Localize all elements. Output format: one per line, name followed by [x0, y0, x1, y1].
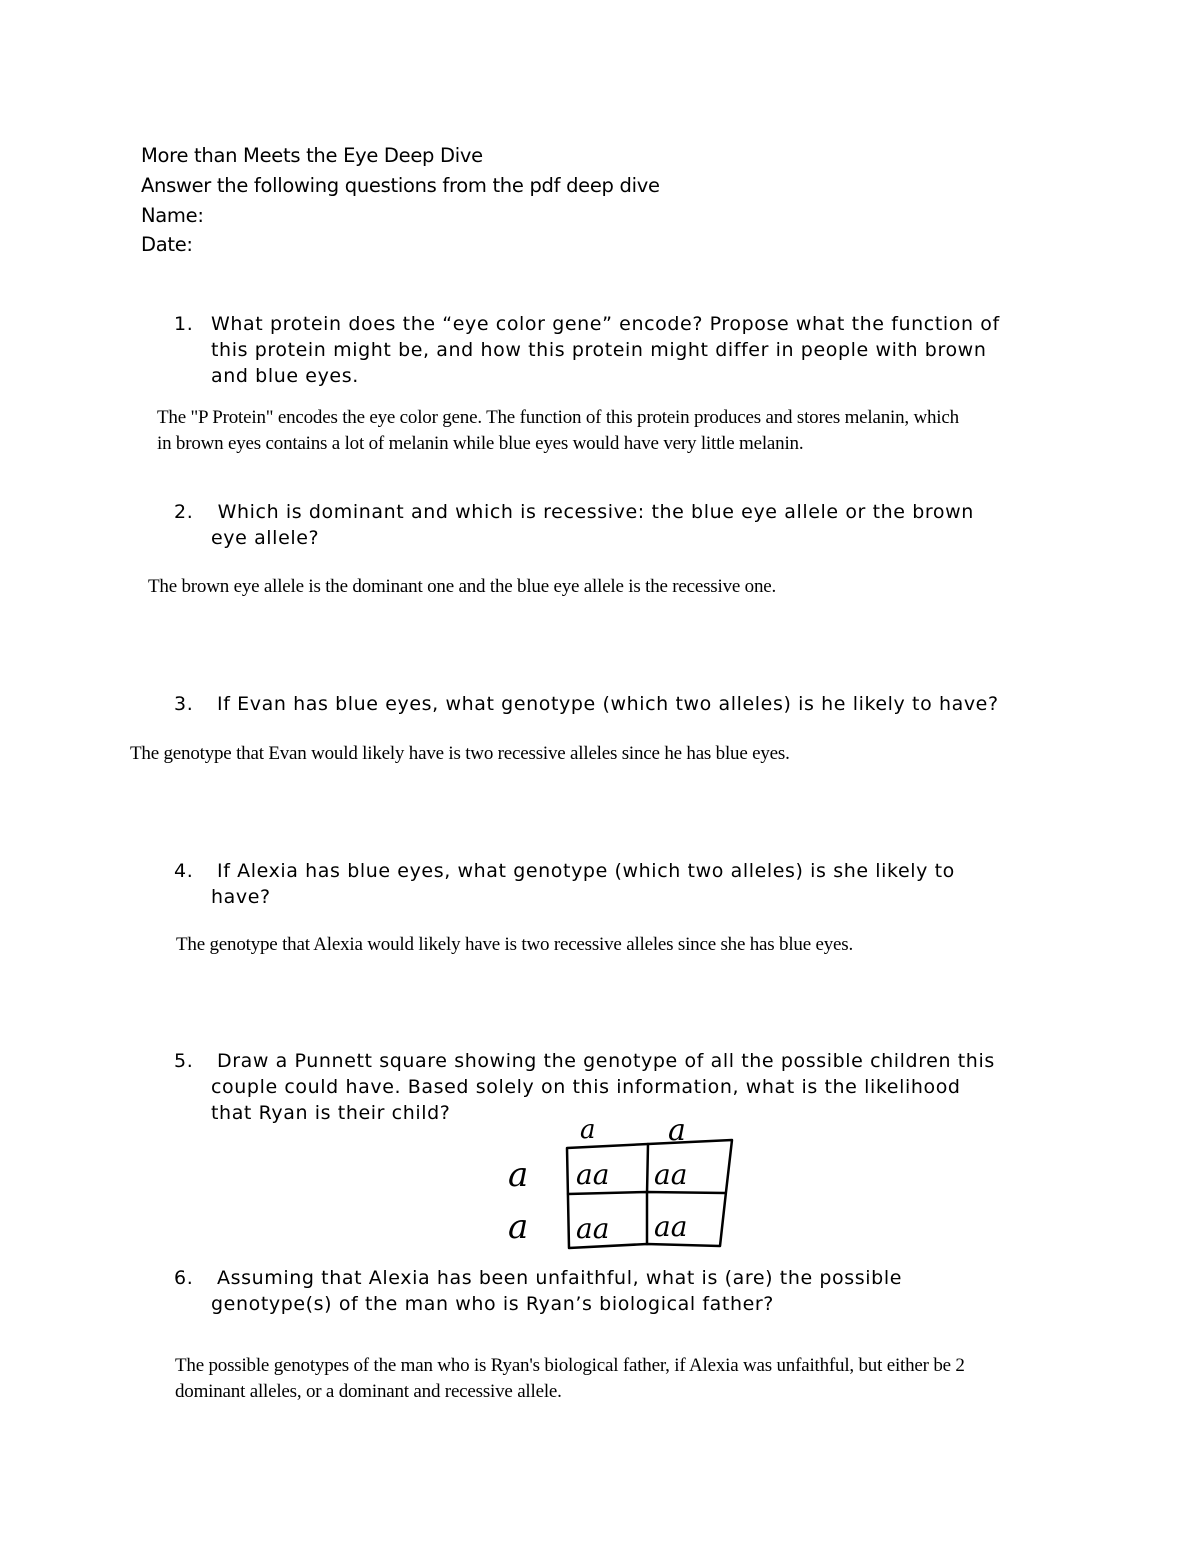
question-number: 5.: [174, 1050, 194, 1072]
document-title: More than Meets the Eye Deep Dive: [141, 144, 483, 167]
answer-line: The "P Protein" encodes the eye color gene. The function of this protein produces and stores melanin, which: [157, 407, 959, 428]
answer-6: [175, 1353, 965, 1405]
question-line: eye allele?: [211, 527, 320, 549]
punnett-cell: aa: [576, 1212, 610, 1245]
punnett-cell: aa: [576, 1158, 610, 1191]
question-number: 1.: [174, 313, 194, 335]
punnett-cell: aa: [654, 1158, 688, 1191]
question-4: [174, 858, 955, 910]
question-2: [174, 499, 974, 551]
answer-4: [176, 932, 853, 958]
answer-3: [130, 741, 790, 767]
question-line: this protein might be, and how this protein might differ in people with brown: [211, 339, 987, 361]
answer-line: in brown eyes contains a lot of melanin while blue eyes would have very little melanin.: [157, 433, 804, 454]
question-line: What protein does the “eye color gene” encode? Propose what the function of: [211, 313, 1000, 335]
side-allele-2: a: [508, 1207, 529, 1247]
answer-1: [157, 405, 959, 457]
question-number: 2.: [174, 501, 194, 523]
answer-line: The genotype that Evan would likely have is two recessive alleles since he has blue eyes.: [130, 743, 790, 764]
question-line: and blue eyes.: [211, 365, 359, 387]
answer-line: The possible genotypes of the man who is Ryan's biological father, if Alexia was unfaithful, but either be 2: [175, 1355, 965, 1376]
question-line: Which is dominant and which is recessive: the blue eye allele or the brown: [211, 501, 974, 523]
question-line: Draw a Punnett square showing the genotype of all the possible children this: [217, 1050, 995, 1072]
answer-line: dominant alleles, or a dominant and recessive allele.: [175, 1381, 562, 1402]
instructions: Answer the following questions from the pdf deep dive: [141, 174, 660, 197]
question-number: 6.: [174, 1267, 194, 1289]
question-line: Assuming that Alexia has been unfaithful, what is (are) the possible: [217, 1267, 902, 1289]
question-line: couple could have. Based solely on this information, what is the likelihood: [211, 1076, 961, 1098]
top-allele-1: a: [580, 1115, 596, 1145]
question-line: have?: [211, 886, 271, 908]
question-line: that Ryan is their child?: [211, 1102, 451, 1124]
question-line: genotype(s) of the man who is Ryan’s biological father?: [211, 1293, 774, 1315]
question-1: [174, 311, 1000, 389]
answer-line: The brown eye allele is the dominant one and the blue eye allele is the recessive one.: [148, 576, 777, 597]
side-allele-1: a: [508, 1155, 529, 1195]
question-line: If Alexia has blue eyes, what genotype (which two alleles) is she likely to: [217, 860, 955, 882]
question-6: [174, 1265, 902, 1317]
question-3: [174, 691, 999, 717]
answer-2: [148, 574, 776, 600]
punnett-square: [500, 1110, 760, 1255]
question-number: 4.: [174, 860, 194, 882]
punnett-cell: aa: [654, 1210, 688, 1243]
grid-vertical-line: [647, 1144, 648, 1244]
top-allele-2: a: [668, 1113, 686, 1148]
date-label: Date:: [141, 233, 193, 256]
question-line: If Evan has blue eyes, what genotype (which two alleles) is he likely to have?: [217, 693, 999, 715]
question-number: 3.: [174, 693, 194, 715]
answer-line: The genotype that Alexia would likely have is two recessive alleles since she has blue eyes.: [176, 934, 854, 955]
name-label: Name:: [141, 204, 204, 227]
